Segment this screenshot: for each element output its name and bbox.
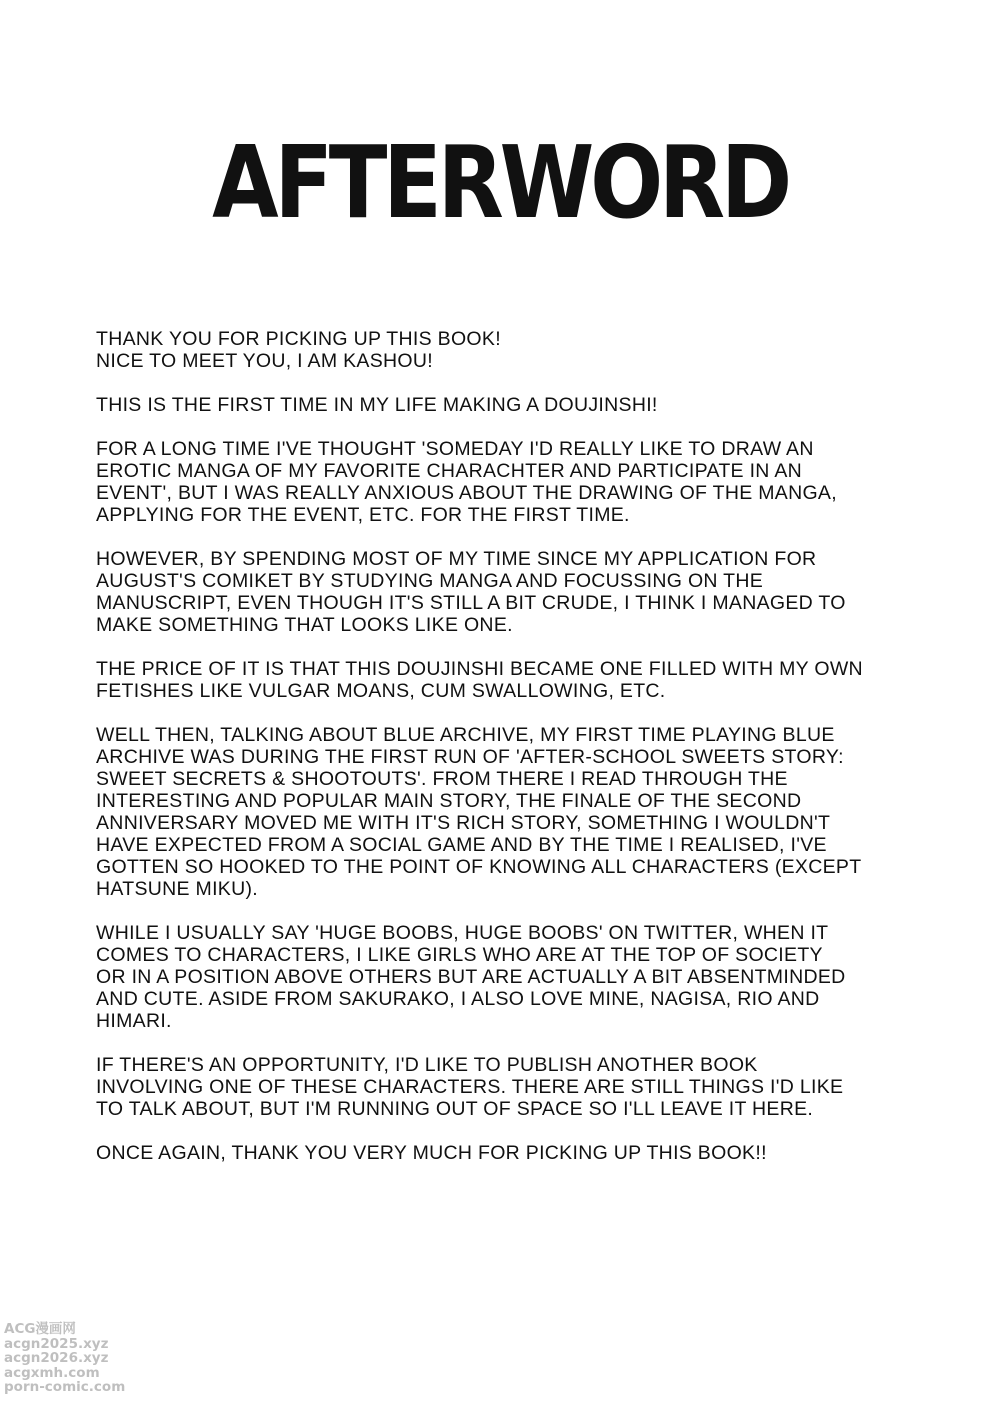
paragraph-closing (96, 1142, 956, 1164)
page-title: AFTERWORD (212, 124, 788, 241)
paragraph-comiket (96, 548, 956, 636)
text-line: HOWEVER, BY SPENDING MOST OF MY TIME SINCE MY APPLICATION FOR (96, 548, 817, 570)
text-line: HAVE EXPECTED FROM A SOCIAL GAME AND BY THE TIME I REALISED, I'VE (96, 834, 827, 856)
text-line: SWEET SECRETS & SHOOTOUTS'. FROM THERE I READ THROUGH THE (96, 768, 788, 790)
text-line: FOR A LONG TIME I'VE THOUGHT 'SOMEDAY I'D REALLY LIKE TO DRAW AN (96, 438, 814, 460)
text-line: APPLYING FOR THE EVENT, ETC. FOR THE FIRST TIME. (96, 504, 630, 526)
text-line: AND CUTE. ASIDE FROM SAKURAKO, I ALSO LOVE MINE, NAGISA, RIO AND (96, 988, 820, 1010)
text-line: TO TALK ABOUT, BUT I'M RUNNING OUT OF SPACE SO I'LL LEAVE IT HERE. (96, 1098, 814, 1120)
paragraph-future (96, 1054, 956, 1120)
paragraph-blue-archive (96, 724, 956, 900)
text-line: THANK YOU FOR PICKING UP THIS BOOK! (96, 328, 501, 350)
text-line: ARCHIVE WAS DURING THE FIRST RUN OF 'AFTER-SCHOOL SWEETS STORY: (96, 746, 844, 768)
paragraph-first-doujinshi (96, 394, 956, 416)
paragraph-anxiety (96, 438, 956, 526)
text-line: HATSUNE MIKU). (96, 878, 259, 900)
paragraph-characters (96, 922, 956, 1032)
text-line: AUGUST'S COMIKET BY STUDYING MANGA AND FOCUSSING ON THE (96, 570, 764, 592)
text-line: ANNIVERSARY MOVED ME WITH IT'S RICH STORY, SOMETHING I WOULDN'T (96, 812, 831, 834)
text-line: THIS IS THE FIRST TIME IN MY LIFE MAKING A DOUJINSHI! (96, 394, 658, 416)
text-line: INTERESTING AND POPULAR MAIN STORY, THE FINALE OF THE SECOND (96, 790, 802, 812)
text-line: COMES TO CHARACTERS, I LIKE GIRLS WHO ARE AT THE TOP OF SOCIETY (96, 944, 823, 966)
text-line: GOTTEN SO HOOKED TO THE POINT OF KNOWING ALL CHARACTERS (EXCEPT (96, 856, 862, 878)
text-line: ONCE AGAIN, THANK YOU VERY MUCH FOR PICKING UP THIS BOOK!! (96, 1142, 767, 1164)
text-line: FETISHES LIKE VULGAR MOANS, CUM SWALLOWING, ETC. (96, 680, 666, 702)
text-line: IF THERE'S AN OPPORTUNITY, I'D LIKE TO PUBLISH ANOTHER BOOK (96, 1054, 758, 1076)
paragraph-price (96, 658, 956, 702)
text-line: WHILE I USUALLY SAY 'HUGE BOOBS, HUGE BOOBS' ON TWITTER, WHEN IT (96, 922, 829, 944)
text-line: EROTIC MANGA OF MY FAVORITE CHARACHTER AND PARTICIPATE IN AN (96, 460, 803, 482)
text-line: EVENT', BUT I WAS REALLY ANXIOUS ABOUT THE DRAWING OF THE MANGA, (96, 482, 837, 504)
text-line: INVOLVING ONE OF THESE CHARACTERS. THERE ARE STILL THINGS I'D LIKE (96, 1076, 844, 1098)
text-line: MANUSCRIPT, EVEN THOUGH IT'S STILL A BIT CRUDE, I THINK I MANAGED TO (96, 592, 846, 614)
text-line: WELL THEN, TALKING ABOUT BLUE ARCHIVE, MY FIRST TIME PLAYING BLUE (96, 724, 835, 746)
watermark (4, 1322, 144, 1395)
text-line: NICE TO MEET YOU, I AM KASHOU! (96, 350, 433, 372)
text-line: THE PRICE OF IT IS THAT THIS DOUJINSHI BECAME ONE FILLED WITH MY OWN (96, 658, 863, 680)
watermark-line: porn-comic.com (4, 1379, 126, 1395)
text-line: MAKE SOMETHING THAT LOOKS LIKE ONE. (96, 614, 513, 636)
text-line: OR IN A POSITION ABOVE OTHERS BUT ARE ACTUALLY A BIT ABSENTMINDED (96, 966, 846, 988)
text-line: HIMARI. (96, 1010, 172, 1032)
paragraph-greeting (96, 328, 956, 372)
watermark-line: ACG漫画网 (4, 1321, 76, 1337)
watermark-line: acgn2025.xyz (4, 1335, 109, 1352)
afterword-body (96, 328, 956, 1186)
watermark-line: acgxmh.com (4, 1364, 100, 1381)
watermark-line: acgn2026.xyz (4, 1350, 109, 1366)
